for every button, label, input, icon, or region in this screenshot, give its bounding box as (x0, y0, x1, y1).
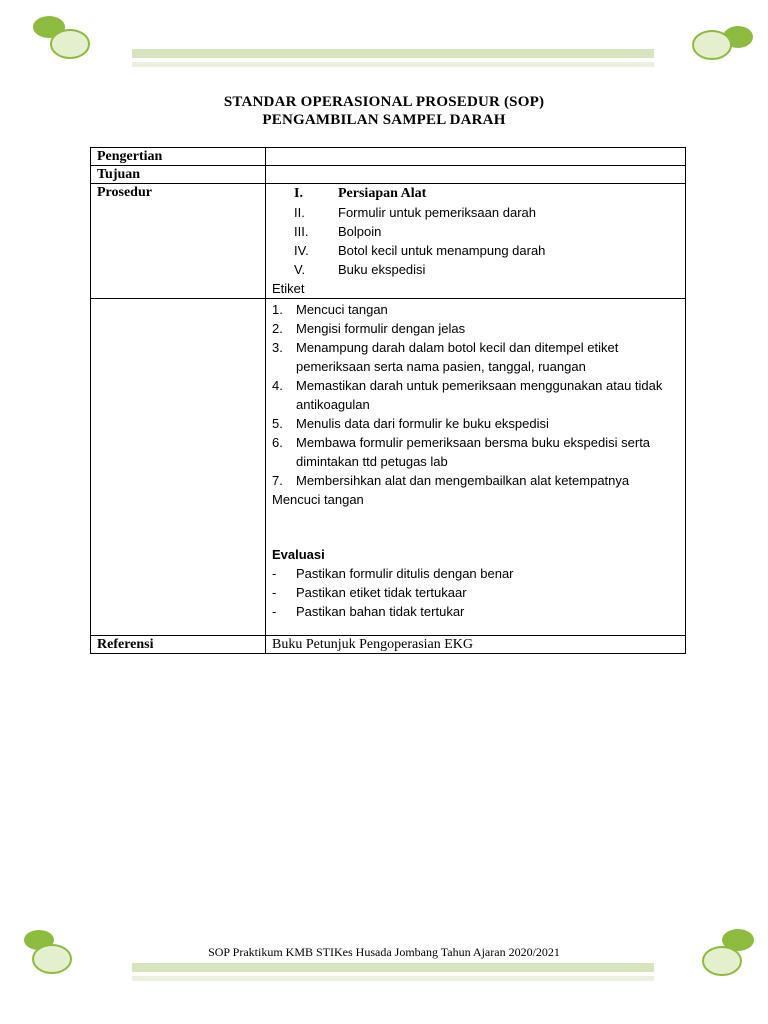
leaf-decoration-icon (688, 20, 768, 75)
table-row (91, 299, 686, 636)
list-item: 3. Menampung darah dalam botol kecil dan ditempel etiket pemeriksaan serta nama pasien, tanggal, ruangan (272, 340, 619, 374)
document-title: STANDAR OPERASIONAL PROSEDUR (SOP) (223, 94, 545, 110)
tujuan-value (266, 166, 686, 184)
list-item: IV. Botol kecil untuk menampung darah (294, 243, 546, 258)
persiapan-list (272, 184, 685, 279)
leaf-decoration-icon (18, 924, 98, 979)
leaf-decoration-icon (690, 926, 768, 981)
table-row (91, 148, 686, 166)
table-row (91, 636, 686, 654)
list-item: 6. Membawa formulir pemeriksaan bersma buku ekspedisi serta dimintakan ttd petugas lab (272, 435, 651, 469)
tujuan-label: Tujuan (91, 166, 266, 184)
list-item: - Pastikan bahan tidak tertukar (272, 604, 465, 619)
header-band (132, 49, 654, 67)
list-item: - Pastikan formulir ditulis dengan benar (272, 566, 514, 581)
evaluasi-heading: Evaluasi (272, 547, 325, 562)
pengertian-label: Pengertian (91, 148, 266, 166)
footer-text: SOP Praktikum KMB STIKes Husada Jombang Tahun Ajaran 2020/2021 (208, 945, 560, 959)
list-item: V. Buku ekspedisi (294, 262, 426, 277)
list-item: 7. Membersihkan alat dan mengembailkan alat ketempatnya (272, 473, 630, 488)
list-item: I. Persiapan Alat (294, 186, 427, 201)
sop-table (90, 147, 686, 654)
list-item: - Pastikan etiket tidak tertukaar (272, 585, 467, 600)
prosedur-label: Prosedur (91, 184, 266, 299)
list-item: II. Formulir untuk pemeriksaan darah (294, 205, 536, 220)
list-item: 5. Menulis data dari formulir ke buku ekspedisi (272, 416, 549, 431)
referensi-value: Buku Petunjuk Pengoperasian EKG (266, 636, 686, 654)
langkah-cell (266, 299, 686, 636)
steps-list (272, 299, 685, 490)
pengertian-value (266, 148, 686, 166)
list-item: III. Bolpoin (294, 224, 382, 239)
empty-label (91, 299, 266, 636)
referensi-label: Referensi (91, 636, 266, 654)
list-item: 1. Mencuci tangan (272, 302, 388, 317)
table-row (91, 184, 686, 299)
table-row (91, 166, 686, 184)
evaluasi-list (272, 564, 685, 621)
closing-text: Mencuci tangan (272, 492, 364, 507)
footer-band (132, 963, 654, 981)
persiapan-cell (266, 184, 686, 299)
list-item: 4. Memastikan darah untuk pemeriksaan menggunakan atau tidak antikoagulan (272, 378, 663, 412)
document-subtitle: PENGAMBILAN SAMPEL DARAH (262, 112, 506, 128)
etiket-text: Etiket (272, 281, 305, 296)
list-item: 2. Mengisi formulir dengan jelas (272, 321, 466, 336)
leaf-decoration-icon (28, 12, 108, 67)
